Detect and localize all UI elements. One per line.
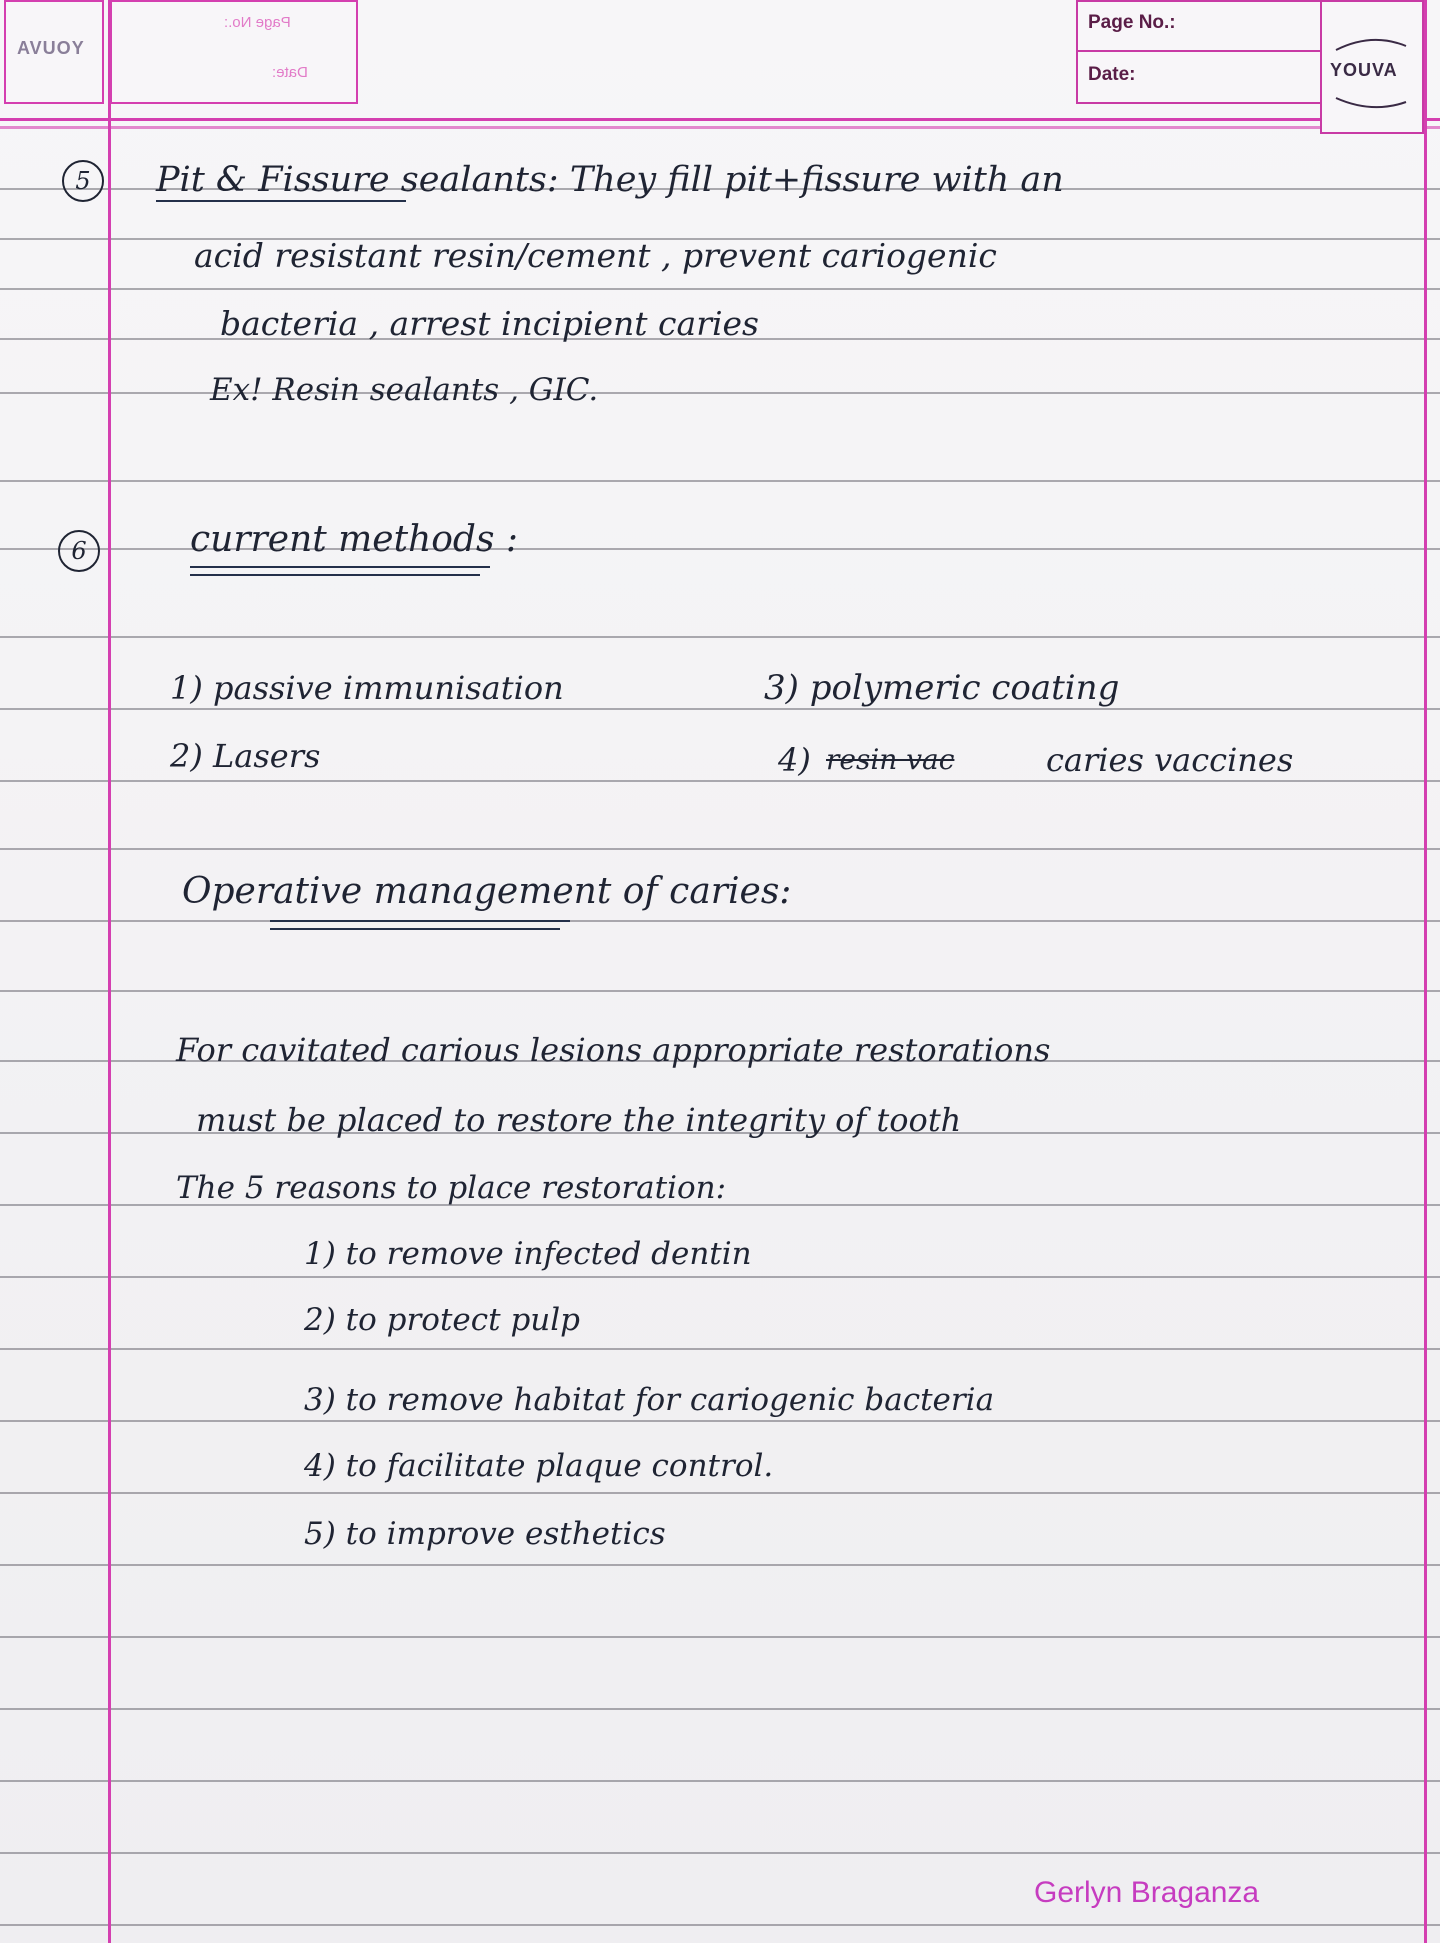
item5-example: Ex! Resin sealants , GIC.	[210, 372, 599, 408]
item5-title-underline	[156, 200, 406, 202]
operative-heading: Operative management of caries:	[182, 871, 792, 912]
margin-line-right	[1424, 0, 1427, 1943]
current-methods-underline	[190, 566, 490, 568]
header-fields-box	[1076, 0, 1324, 104]
current-methods-underline-2	[190, 574, 480, 576]
item5-line2: acid resistant resin/cement , prevent cariogenic	[194, 236, 997, 275]
ruled-line	[0, 636, 1440, 638]
reason-5: 5) to improve esthetics	[304, 1516, 666, 1552]
method-4-text: caries vaccines	[1046, 741, 1294, 779]
current-methods-heading: current methods :	[190, 519, 519, 560]
reason-2: 2) to protect pulp	[304, 1302, 581, 1338]
mirrored-logo-text: YOUVA	[16, 38, 84, 58]
ruled-line	[0, 1708, 1440, 1710]
page-no-label: Page No.:	[1088, 12, 1176, 33]
reason-4: 4) to facilitate plaque control.	[304, 1448, 774, 1484]
brand-logo: YOUVA	[1330, 60, 1398, 80]
method-4-struck-text: resin vac	[826, 743, 955, 776]
ruled-line	[0, 920, 1440, 922]
ruled-line	[0, 480, 1440, 482]
reason-1: 1) to remove infected dentin	[304, 1236, 752, 1272]
item-number-6: 6	[58, 530, 100, 572]
logo-box	[1320, 0, 1424, 134]
ruled-line	[0, 990, 1440, 992]
operative-heading-underline-2	[270, 928, 560, 930]
ruled-line	[0, 1420, 1440, 1422]
header-rule	[0, 118, 1440, 121]
mirrored-logo-box	[4, 0, 104, 104]
ruled-line	[0, 288, 1440, 290]
item5-line3: bacteria , arrest incipient caries	[220, 304, 759, 343]
ruled-line	[0, 1492, 1440, 1494]
ruled-line	[0, 1564, 1440, 1566]
ruled-line	[0, 1852, 1440, 1854]
header-fields-divider	[1078, 50, 1322, 52]
mirrored-page-no-label: Page No.:	[224, 14, 291, 31]
item5-line1: Pit & Fissure sealants: They fill pit+fissure with an	[156, 160, 1064, 200]
item-number-5: 5	[62, 160, 104, 202]
method-3: 3) polymeric coating	[764, 668, 1120, 708]
operative-para-line1: For cavitated carious lesions appropriate restorations	[176, 1031, 1051, 1069]
mirrored-header-box	[110, 0, 358, 104]
operative-heading-underline	[270, 920, 570, 922]
reason-3: 3) to remove habitat for cariogenic bacteria	[304, 1382, 995, 1418]
mirrored-date-label: Date:	[272, 64, 308, 81]
method-1: 1) passive immunisation	[170, 669, 564, 707]
author-signature: Gerlyn Braganza	[1034, 1876, 1260, 1909]
method-2: 2) Lasers	[170, 737, 321, 775]
ruled-line	[0, 1276, 1440, 1278]
margin-line-left	[108, 0, 111, 1943]
ruled-line	[0, 708, 1440, 710]
ruled-line	[0, 1348, 1440, 1350]
ruled-line	[0, 1636, 1440, 1638]
header-rule	[0, 126, 1440, 129]
reasons-intro: The 5 reasons to place restoration:	[176, 1170, 727, 1206]
ruled-line	[0, 1780, 1440, 1782]
date-label: Date:	[1088, 64, 1136, 85]
ruled-line	[0, 1924, 1440, 1926]
method-4-number: 4)	[778, 741, 811, 779]
ruled-line	[0, 780, 1440, 782]
logo-swoosh-icon	[1322, 2, 1422, 132]
operative-para-line2: must be placed to restore the integrity of tooth	[196, 1101, 962, 1139]
ruled-line	[0, 848, 1440, 850]
